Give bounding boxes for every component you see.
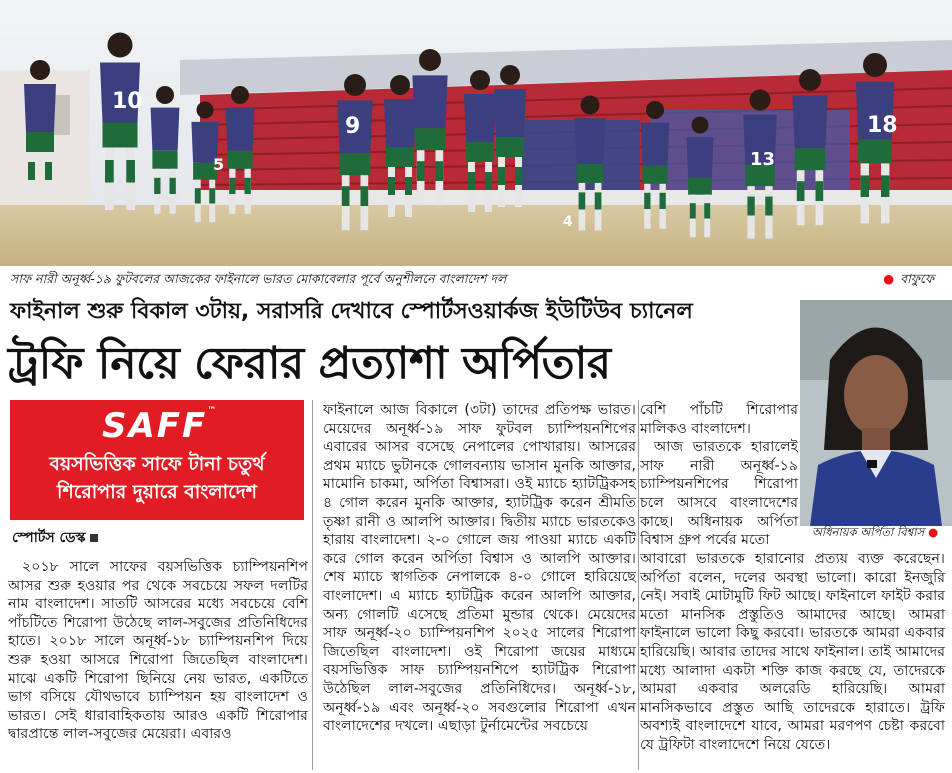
sidebar-title (10, 450, 304, 506)
square-bullet-icon (90, 534, 98, 542)
article-paragraph: আজ ভারতকে হারালেই সাফ নারী অনূর্ধ্ব-১৯ চ্যাম্পিয়নশিপের শিরোপা চলে আসবে বাংলাদেশের কাছে। অধিনায়ক অর্পিতা বিশ্বাস গ্রুপ পর্বের মতো (640, 439, 798, 549)
article-column-1 (8, 558, 308, 744)
portrait-illustration (800, 300, 952, 526)
column-divider (638, 400, 639, 770)
article-column-2 (323, 401, 636, 736)
sidebar-title-line2: শিরোপার দুয়ারে বাংলাদেশ (57, 481, 257, 503)
kicker-subheadline: ফাইনাল শুরু বিকাল ৩টায়, সরাসরি দেখাবে স্পোর্টসওয়ার্কজ ইউটিউব চ্যানেল (10, 299, 693, 324)
photo-credit (883, 266, 934, 292)
article-paragraph: ফাইনালে আজ বিকালে (৩টা) তাদের প্রতিপক্ষ ভারত। মেয়েদের অনূর্ধ্ব-১৯ সাফ ফুটবল চ্যাম্পিয়নশিপের এবারের আসর বসেছে নেপালের পোখারায়। আসরের প্রথম ম্যাচে ভুটানকে গোলবন্যায় ভাসান মুনকি আক্তার, মামোনি চাকমা, অর্পিতা বিশ্বাসরা। ওই ম্যাচে হ্যাটট্রিকসহ ৪ গোল করেন মুনকি আক্তার, হ্যাটট্রিক করেন শ্রীমতি তৃষ্ণা রানী ও আলপি আক্তার। দ্বিতীয় ম্যাচে ভারতকেও হারায় বাংলাদেশ। ২-০ গোলে জয় পাওয়া ম্যাচে একটি করে গোল করেন অর্পিতা বিশ্বাস ও আলপি আক্তার। শেষ ম্যাচে স্বাগতিক নেপালকে ৪-০ গোলে হারিয়েছে বাংলাদেশ। এ ম্যাচে হ্যাটট্রিক করেন আলপি আক্তার, অন্য গোলটি এসেছে প্রতিমা মুন্ডার থেকে। মেয়েদের সাফ অনূর্ধ্ব-২০ চ্যাম্পিয়নশিপ ২০২৫ সালের শিরোপা জিতেছিল বাংলাদেশ। ওই শিরোপা জয়ের মাধ্যমে বয়সভিত্তিক সাফ চ্যাম্পিয়নশিপে হ্যাটট্রিক শিরোপা উঠেছিল লাল-সবুজের প্রতিনিধিদের। অনূর্ধ্ব-১৮, অনূর্ধ্ব-১৯ এবং অনূর্ধ্ব-২০ সবগুলোর শিরোপা এখন বাংলাদেশের দখলে। এছাড়া টুর্নামেন্টের সবচেয়ে (323, 402, 636, 735)
bullet-icon: ● (928, 525, 939, 539)
jersey-number: 4 (563, 214, 573, 230)
captain-portrait (800, 300, 952, 526)
headline: ট্রফি নিয়ে ফেরার প্রত্যাশা অর্পিতার (8, 338, 611, 389)
column-divider (312, 400, 313, 770)
photo-credit-text: বাফুফে (900, 271, 934, 286)
saff-logo: SAFF™ (102, 406, 219, 446)
photo-illustration (0, 0, 952, 266)
article-paragraph: আবারো ভারতকে হারানোর প্রত্যয় ব্যক্ত করেছেন। অর্পিতা বলেন, দলের অবস্থা ভালো। কারো ইনজুরি নেই। সবাই মোটামুটি ফিট আছে। ফাইনালে ফাইট করার মতো মানসিক প্রস্তুতিও আমাদের আছে। আমরা ফাইনালে ভালো কিছু করবো। ভারতকে আমরা একবার হারিয়েছি। আবার তাদের সাথে ফাইনাল। তাই আমাদের মধ্যে আলাদা একটা শক্তি কাজ করছে যে, তাদেরকে আমরা একবার অলরেডি হারিয়েছি। আমরা মানসিকভাবে প্রস্তুত আছি তাদেরকে হারাতে। ট্রফি অবশ্যই বাংলাদেশে যাবে, আমরা মরণপণ চেষ্টা করবো যে ট্রফিটা বাংলাদেশে নিয়ে যেতে। (640, 551, 945, 753)
article-column-3-top (640, 401, 798, 550)
article-paragraph: বেশি পাঁচটি শিরোপার মালিকও বাংলাদেশ। (640, 402, 798, 437)
bullet-icon: ● (883, 271, 895, 286)
byline (12, 526, 98, 550)
portrait-caption-text: অধিনায়ক অর্পিতা বিশ্বাস (811, 525, 925, 539)
portrait-caption (800, 524, 950, 543)
jersey-number: 9 (345, 114, 361, 139)
photo-caption: সাফ নারী অনূর্ধ্ব-১৯ ফুটবলের আজকের ফাইনালে ভারত মোকাবেলার পূর্বে অনুশীলনে বাংলাদেশ দল (10, 271, 507, 286)
jersey-number: 10 (112, 89, 143, 114)
saff-logo-text: SAFF (102, 406, 208, 446)
jersey-number: 18 (867, 113, 898, 138)
team-training-photo (0, 0, 952, 266)
photo-caption-bar (0, 266, 952, 292)
byline-text: স্পোর্টস ডেস্ক (12, 530, 86, 546)
article-column-3-bottom (640, 550, 945, 755)
jersey-number: 13 (750, 149, 776, 170)
saff-sidebar-box (10, 400, 304, 520)
sidebar-title-line1: বয়সভিত্তিক সাফে টানা চতুর্থ (49, 453, 265, 475)
article-paragraph: ২০১৮ সালে সাফের বয়সভিত্তিক চ্যাম্পিয়নশিপ আসর শুরু হওয়ার পর থেকে সবচেয়ে সফল দলটির নাম বাংলাদেশ। সাতটি আসরের মধ্যে সবচেয়ে বেশি পাঁচটিতে শিরোপা উঠেছে লাল-সবুজের প্রতিনিধিদের হাতে। ২০১৮ সালে অনূর্ধ্ব-১৮ চ্যাম্পিয়নশিপ দিয়ে শুরু হওয়া আসরে শিরোপা জিতেছিল বাংলাদেশ। মাঝে একটি শিরোপা ছিনিয়ে নেয় ভারত, একটিতে ভাগ বসিয়ে যৌথভাবে চ্যাম্পিয়ন হয় বাংলাদেশ ও ভারত। সেই ধারাবাহিকতায় আরও একটি শিরোপার দ্বারপ্রান্তে লাল-সবুজের মেয়েরা। এবারও (8, 559, 308, 743)
jersey-number: 5 (213, 155, 225, 174)
